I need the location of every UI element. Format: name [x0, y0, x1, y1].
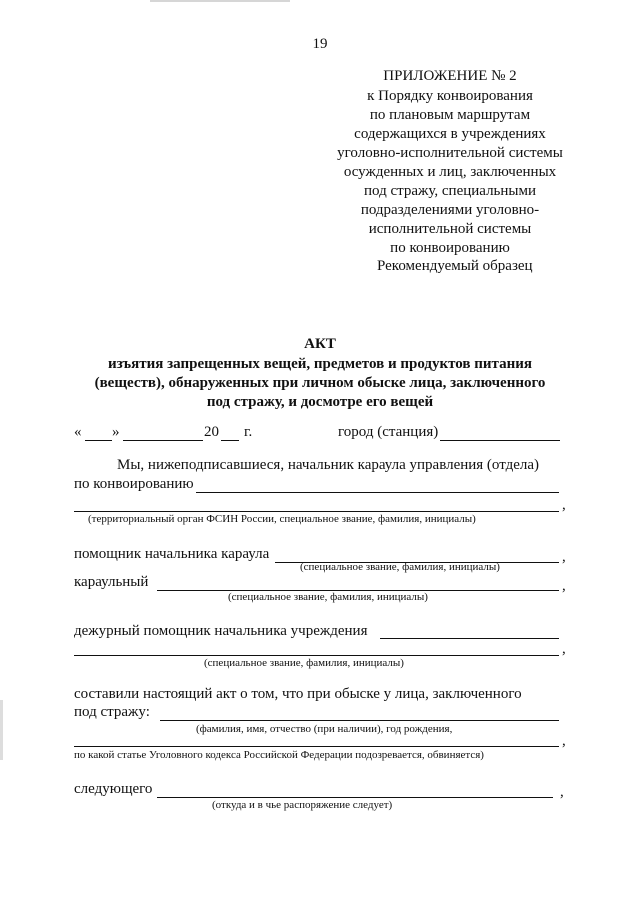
- appendix-line: по конвоированию: [390, 240, 510, 256]
- guard-label: караульный: [74, 574, 149, 590]
- day-field[interactable]: [85, 440, 112, 441]
- city-field[interactable]: [440, 440, 560, 441]
- hint-rank: (специальное звание, фамилия, инициалы): [228, 591, 428, 603]
- convoy-field[interactable]: [196, 492, 559, 493]
- assistant-label: помощник начальника караула: [74, 546, 270, 562]
- intro-text: Мы, нижеподписавшиеся, начальник караула управления (отдела): [117, 457, 540, 473]
- duty-field[interactable]: [380, 638, 559, 639]
- appendix-line: осужденных и лиц, заключенных: [343, 164, 557, 180]
- custody-field-2[interactable]: [74, 746, 559, 747]
- page-number: 19: [312, 36, 328, 52]
- hint-article: по какой статье Уголовного кодекса Российской Федерации подозревается, обвиняется): [74, 749, 484, 761]
- comma: ,: [562, 733, 566, 749]
- hint-org: (территориальный орган ФСИН России, специальное звание, фамилия, инициалы): [88, 513, 476, 525]
- scan-artifact-top: [150, 0, 290, 2]
- appendix-line: содержащихся в учреждениях: [354, 126, 546, 142]
- year-suffix: г.: [244, 424, 253, 440]
- scan-artifact-left: [0, 700, 3, 760]
- appendix-title: ПРИЛОЖЕНИЕ № 2: [383, 68, 517, 84]
- hint-fio: (фамилия, имя, отчество (при наличии), год рождения,: [196, 723, 453, 735]
- comma: ,: [562, 578, 566, 594]
- act-subtitle-line: (веществ), обнаруженных при личном обыске лица, заключенного: [94, 375, 546, 391]
- recommended-sample: Рекомендуемый образец: [377, 258, 533, 274]
- act-subtitle-line: под стражу, и досмотре его вещей: [206, 394, 434, 410]
- convoy-field-2[interactable]: [74, 511, 559, 512]
- convoy-label: по конвоированию: [74, 476, 194, 492]
- act-subtitle-line: изъятия запрещенных вещей, предметов и продуктов питания: [107, 356, 533, 372]
- hint-rank: (специальное звание, фамилия, инициалы): [204, 657, 404, 669]
- hint-rank: (специальное звание, фамилия, инициалы): [300, 561, 500, 573]
- appendix-line: уголовно-исполнительной системы: [337, 145, 563, 161]
- comma: ,: [560, 784, 564, 800]
- following-field[interactable]: [157, 797, 553, 798]
- year-field[interactable]: [221, 440, 239, 441]
- comma: ,: [562, 497, 566, 513]
- duty-field-2[interactable]: [74, 655, 559, 656]
- act-title: АКТ: [304, 336, 336, 352]
- following-label: следующего: [74, 781, 153, 797]
- open-quote: «: [74, 424, 82, 440]
- appendix-line: подразделениями уголовно-: [360, 202, 540, 218]
- year-prefix: 20: [204, 424, 219, 440]
- custody-field[interactable]: [160, 720, 559, 721]
- appendix-line: по плановым маршрутам: [369, 107, 531, 123]
- compiled-text: составили настоящий акт о том, что при обыске у лица, заключенного: [74, 686, 522, 702]
- comma: ,: [562, 641, 566, 657]
- appendix-line: исполнительной системы: [368, 221, 532, 237]
- appendix-line: к Порядку конвоирования: [367, 88, 533, 104]
- hint-from: (откуда и в чье распоряжение следует): [212, 799, 393, 811]
- comma: ,: [562, 549, 566, 565]
- custody-label: под стражу:: [74, 704, 150, 720]
- month-field[interactable]: [123, 440, 203, 441]
- appendix-line: под стражу, специальными: [363, 183, 537, 199]
- duty-label: дежурный помощник начальника учреждения: [74, 623, 368, 639]
- city-label: город (станция): [338, 424, 439, 440]
- close-quote: »: [112, 424, 120, 440]
